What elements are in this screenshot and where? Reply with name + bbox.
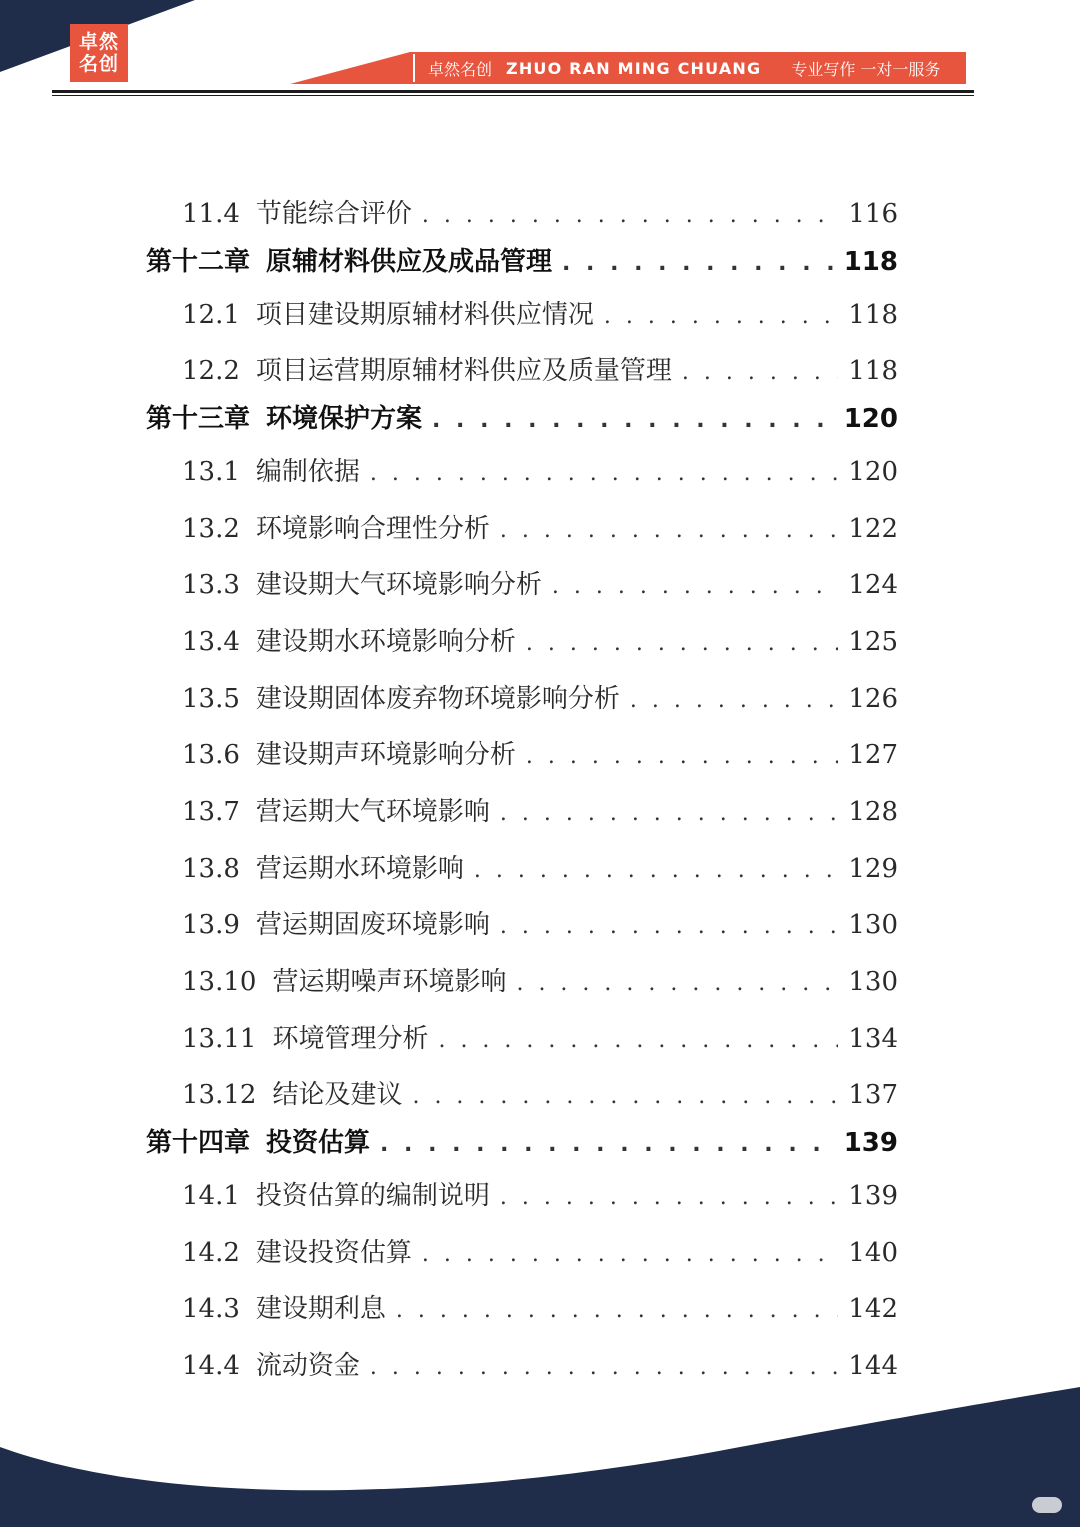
toc-leader-dots — [604, 304, 838, 329]
toc-page-number: 120 — [848, 457, 898, 487]
toc-section-entry[interactable] — [182, 294, 898, 331]
toc-section-entry[interactable] — [182, 350, 898, 387]
toc-leader-dots — [682, 360, 838, 385]
toc-entry-title: 投资估算的编制说明 — [255, 1181, 490, 1211]
toc-page-number: 142 — [848, 1294, 898, 1324]
toc-entry-title: 结论及建议 — [272, 1080, 403, 1110]
toc-entry-title: 营运期水环境影响 — [255, 854, 464, 884]
toc-leader-dots — [630, 688, 838, 713]
toc-page-number: 137 — [848, 1080, 898, 1110]
toc-entry-title: 环境影响合理性分析 — [255, 514, 490, 544]
toc-page-number: 120 — [843, 404, 898, 434]
toc-entry-number: 13.1 — [182, 457, 240, 487]
toc-section-entry[interactable] — [182, 193, 898, 230]
toc-page-number: 125 — [848, 627, 898, 657]
toc-entry-number: 13.10 — [182, 967, 257, 997]
toc-entry-number: 13.12 — [182, 1080, 257, 1110]
toc-entry-number: 13.5 — [182, 684, 240, 714]
toc-entry-number: 14.2 — [182, 1238, 240, 1268]
footer-wave-decoration — [0, 1327, 1080, 1527]
toc-leader-dots — [500, 518, 838, 543]
toc-leader-dots — [380, 1132, 834, 1157]
toc-entry-title: 项目建设期原辅材料供应情况 — [255, 300, 594, 330]
banner-service: 专业写作 一对一服务 — [791, 59, 941, 79]
toc-entry-number: 12.2 — [182, 356, 240, 386]
toc-entry-title: 建设期声环境影响分析 — [255, 740, 516, 770]
toc-entry-number: 13.11 — [182, 1024, 257, 1054]
toc-chapter-entry[interactable] — [146, 398, 898, 435]
watermark-badge — [1032, 1497, 1062, 1513]
header-banner — [290, 52, 966, 84]
toc-entry-title: 项目运营期原辅材料供应及质量管理 — [255, 356, 672, 386]
toc-entry-number: 13.4 — [182, 627, 240, 657]
toc-entry-number: 12.1 — [182, 300, 240, 330]
toc-leader-dots — [370, 461, 838, 486]
toc-page-number: 130 — [848, 910, 898, 940]
toc-section-entry[interactable] — [182, 1018, 898, 1055]
toc-entry-title: 营运期大气环境影响 — [255, 797, 490, 827]
toc-entry-number: 13.2 — [182, 514, 240, 544]
toc-entry-title: 流动资金 — [255, 1351, 360, 1381]
toc-entry-number: 13.6 — [182, 740, 240, 770]
toc-entry-number: 13.3 — [182, 570, 240, 600]
toc-section-entry[interactable] — [182, 1232, 898, 1269]
toc-entry-title: 建设期利息 — [255, 1294, 386, 1324]
toc-entry-number: 13.9 — [182, 910, 240, 940]
toc-page-number: 139 — [843, 1128, 898, 1158]
toc-page-number: 116 — [848, 199, 898, 229]
toc-entry-number: 14.4 — [182, 1351, 240, 1381]
toc-section-entry[interactable] — [182, 451, 898, 488]
toc-section-entry[interactable] — [182, 961, 898, 998]
toc-page-number: 134 — [848, 1024, 898, 1054]
toc-entry-number: 14.3 — [182, 1294, 240, 1324]
toc-entry-number: 11.4 — [182, 199, 240, 229]
toc-entry-number: 13.7 — [182, 797, 240, 827]
toc-entry-title: 建设投资估算 — [255, 1238, 412, 1268]
toc-page-number: 126 — [848, 684, 898, 714]
toc-section-entry[interactable] — [182, 1175, 898, 1212]
toc-entry-title: 投资估算 — [266, 1128, 371, 1158]
toc-entry-number: 第十四章 — [146, 1128, 251, 1158]
toc-leader-dots — [500, 801, 838, 826]
toc-entry-title: 编制依据 — [255, 457, 360, 487]
toc-page-number: 129 — [848, 854, 898, 884]
toc-leader-dots — [432, 408, 834, 433]
toc-leader-dots — [422, 203, 838, 228]
toc-entry-number: 第十三章 — [146, 404, 251, 434]
toc-entry-title: 原辅材料供应及成品管理 — [266, 247, 553, 277]
toc-chapter-entry[interactable] — [146, 241, 898, 278]
toc-entry-title: 建设期水环境影响分析 — [255, 627, 516, 657]
toc-leader-dots — [412, 1084, 838, 1109]
toc-page-number: 144 — [848, 1351, 898, 1381]
toc-leader-dots — [526, 631, 838, 656]
toc-leader-dots — [396, 1298, 838, 1323]
toc-section-entry[interactable] — [182, 564, 898, 601]
toc-entry-number: 14.1 — [182, 1181, 240, 1211]
toc-entry-title: 环境保护方案 — [266, 404, 423, 434]
toc-leader-dots — [552, 574, 838, 599]
toc-page-number: 139 — [848, 1181, 898, 1211]
toc-section-entry[interactable] — [182, 621, 898, 658]
toc-entry-number: 第十二章 — [146, 247, 251, 277]
toc-entry-title: 建设期固体废弃物环境影响分析 — [255, 684, 620, 714]
toc-leader-dots — [562, 251, 834, 276]
toc-page-number: 127 — [848, 740, 898, 770]
toc-section-entry[interactable] — [182, 791, 898, 828]
toc-page-number: 128 — [848, 797, 898, 827]
toc-page-number: 118 — [848, 300, 898, 330]
toc-page-number: 118 — [843, 247, 898, 277]
banner-brand-cn: 卓然名创 — [428, 59, 493, 79]
toc-entry-title: 节能综合评价 — [255, 199, 412, 229]
toc-section-entry[interactable] — [182, 1288, 898, 1325]
header-rule-thick — [52, 90, 974, 93]
header-rule-thin — [52, 95, 974, 96]
toc-page-number: 124 — [848, 570, 898, 600]
toc-page-number: 122 — [848, 514, 898, 544]
toc-chapter-entry[interactable] — [146, 1122, 898, 1159]
toc-section-entry[interactable] — [182, 848, 898, 885]
toc-entry-title: 建设期大气环境影响分析 — [255, 570, 542, 600]
toc-section-entry[interactable] — [182, 904, 898, 941]
toc-leader-dots — [474, 858, 838, 883]
toc-section-entry[interactable] — [182, 734, 898, 771]
toc-section-entry[interactable] — [182, 1074, 898, 1111]
toc-entry-title: 营运期固废环境影响 — [255, 910, 490, 940]
toc-leader-dots — [526, 744, 838, 769]
toc-entry-title: 环境管理分析 — [272, 1024, 429, 1054]
toc-section-entry[interactable] — [182, 678, 898, 715]
banner-brand-en: ZHUO RAN MING CHUANG — [506, 58, 762, 78]
logo-line-1: 卓然 — [78, 31, 119, 53]
toc-leader-dots — [422, 1242, 838, 1267]
toc-page-number: 140 — [848, 1238, 898, 1268]
toc-leader-dots — [500, 914, 838, 939]
toc-section-entry[interactable] — [182, 508, 898, 545]
logo-line-2: 名创 — [78, 53, 119, 75]
toc-entry-number: 13.8 — [182, 854, 240, 884]
toc-leader-dots — [438, 1028, 838, 1053]
brand-logo — [70, 24, 128, 82]
toc-page-number: 130 — [848, 967, 898, 997]
toc-page-number: 118 — [848, 356, 898, 386]
toc-leader-dots — [516, 971, 838, 996]
toc-leader-dots — [500, 1185, 838, 1210]
toc-entry-title: 营运期噪声环境影响 — [272, 967, 507, 997]
